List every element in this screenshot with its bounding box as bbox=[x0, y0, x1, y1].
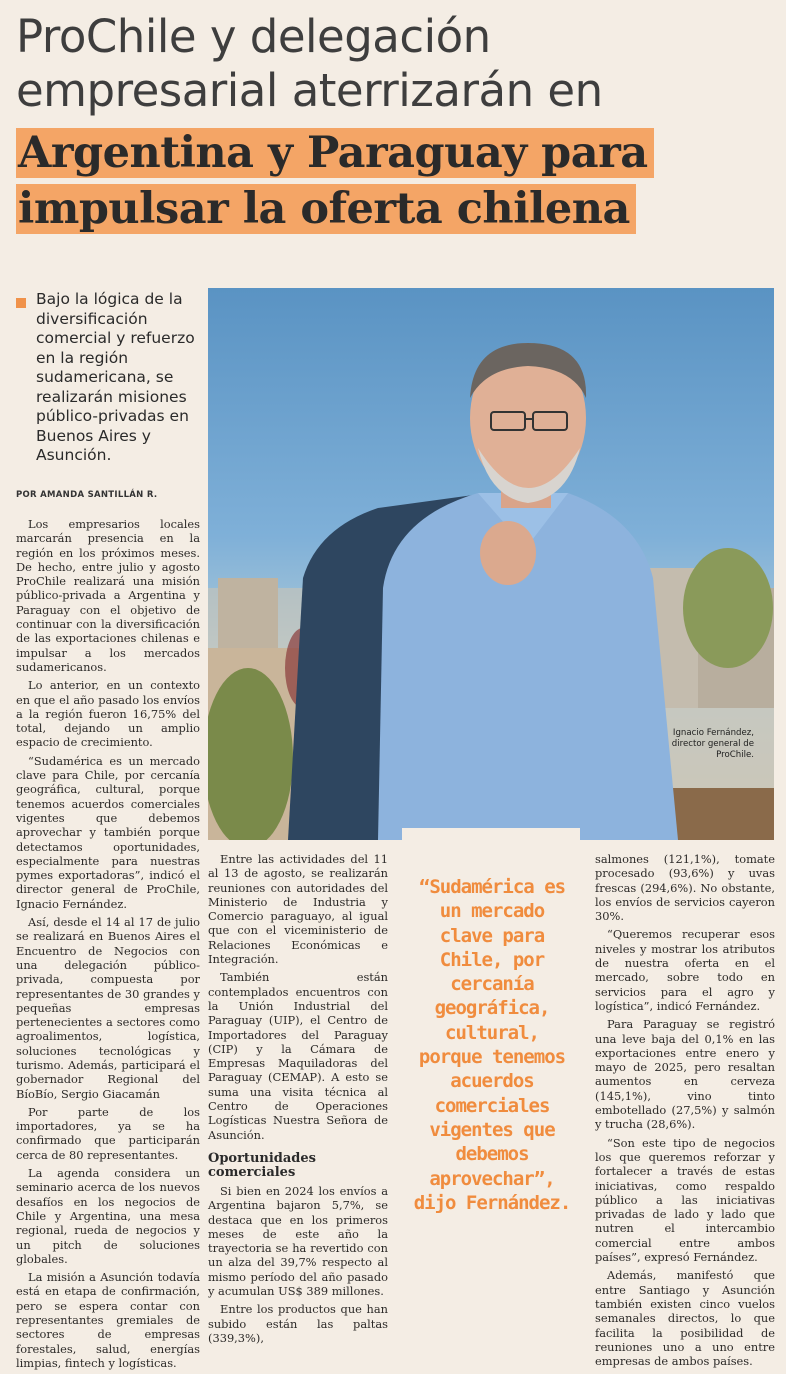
photo-caption-line: ProChile. bbox=[716, 750, 754, 760]
paragraph: Para Paraguay se registró una leve baja del 0,1% en las exportaciones entre enero y mayo de 2025, pero resaltan aumentos en cerveza (145,1%), vino tinto embotellado (27,5%) y salmón y trucha (28,6%). bbox=[595, 1017, 775, 1132]
paragraph: La misión a Asunción todavía está en etapa de confirmación, pero se espera contar con representantes gremiales de sectores de empresas forestales, salud, energías limpias, fintech y logísticas. bbox=[16, 1270, 200, 1370]
article-column-1 bbox=[16, 517, 200, 1374]
article-column-3 bbox=[595, 852, 775, 1372]
paragraph: salmones (121,1%), tomate procesado (93,6%) y uvas frescas (294,6%). No obstante, los envíos de servicios cayeron 30%. bbox=[595, 852, 775, 924]
paragraph: Entre las actividades del 11 al 13 de agosto, se realizarán reuniones con autoridades del Ministerio de Industria y Comercio paraguayo, al igual que con el viceministerio de Relaciones Económicas e Integración. bbox=[208, 852, 388, 967]
paragraph: Lo anterior, en un contexto en que el año pasado los envíos a la región fueron 16,75% del total, dejando un amplio espacio de crecimiento. bbox=[16, 678, 200, 750]
paragraph: Entre los productos que han subido están las paltas (339,3%), bbox=[208, 1302, 388, 1345]
section-subhead: Oportunidades comerciales bbox=[208, 1150, 316, 1180]
headline-kicker bbox=[16, 10, 776, 118]
byline: POR AMANDA SANTILLÁN R. bbox=[16, 490, 158, 500]
headline-main bbox=[16, 126, 776, 238]
paragraph: Si bien en 2024 los envíos a Argentina bajaron 5,7%, se destaca que en los primeros meses de este año la trayectoria se ha revertido con un alza del 39,7% respecto al mismo período del año pasado y acumulan US$ 389 millones. bbox=[208, 1183, 388, 1299]
headline-main-line: Argentina y Paraguay para bbox=[16, 128, 654, 178]
paragraph: Además, manifestó que entre Santiago y Asunción también existen cinco vuelos semanales directos, lo que facilita la posibilidad de reuniones uno a uno entre empresas de ambos países. bbox=[595, 1268, 775, 1369]
portrait-photo bbox=[208, 288, 774, 840]
paragraph: También están contemplados encuentros con la Unión Industrial del Paraguay (UIP), el Centro de Importadores del Paraguay (CIP) y la Cámara de Empresas Maquiladoras del Paraguay (CEMAP). A esto se suma una visita técnica al Centro de Operaciones Logísticas Nuestra Señora de Asunción. bbox=[208, 970, 388, 1142]
photo-caption-line: director general de bbox=[671, 739, 754, 749]
summary-bullet-icon bbox=[16, 298, 26, 308]
paragraph: Así, desde el 14 al 17 de julio se realizará en Buenos Aires el Encuentro de Negocios con una delegación público-privada, compuesta por representantes de 30 grandes y pequeñas empresas pertenecientes a sectores como agroalimentos, logística, soluciones tecnológicas y turismo. Además, participará el gobernador Regional del BíoBío, Sergio Giacamán bbox=[16, 915, 200, 1101]
article-column-2 bbox=[208, 852, 388, 1349]
headline-kicker-line: ProChile y delegación bbox=[16, 10, 491, 63]
paragraph: Los empresarios locales marcarán presencia en la región en los próximos meses. De hecho, entre julio y agosto ProChile realizará una misión público-privada a Argentina y Paraguay con el objetivo de continuar con la diversificación de las exportaciones chilenas e impulsar a los mercados sudamericanos. bbox=[16, 517, 200, 674]
paragraph: “Son este tipo de negocios los que queremos reforzar y fortalecer a través de estas iniciativas, como respaldo público a las iniciativas privadas de lado y lado que nutren el intercambio comercial entre ambos países”, expresó Fernández. bbox=[595, 1135, 775, 1265]
pull-quote: “Sudamérica es un mercado clave para Chile, por cercanía geográfica, cultural, porque tenemos acuerdos comerciales vigentes que debemos aprovechar”, dijo Fernández. bbox=[413, 876, 571, 1214]
summary-lead: Bajo la lógica de la diversificación comercial y refuerzo en la región sudamericana, se realizarán misiones público-privadas en Buenos Aires y Asunción. bbox=[36, 290, 195, 464]
paragraph: “Sudamérica es un mercado clave para Chile, por cercanía geográfica, cultural, porque tenemos acuerdos comerciales vigentes que debemos aprovechar y también porque detectamos oportunidades, especialmente para nuestras pymes exportadoras”, indicó el director general de ProChile, Ignacio Fernández. bbox=[16, 753, 200, 911]
paragraph: La agenda considera un seminario acerca de los nuevos desafíos en los negocios de Chile y Argentina, una mesa regional, rueda de negocios y un pitch de soluciones globales. bbox=[16, 1166, 200, 1266]
photo-caption bbox=[624, 728, 754, 761]
headline-kicker-line: empresarial aterrizarán en bbox=[16, 64, 603, 117]
photo-caption-line: Ignacio Fernández, bbox=[672, 728, 754, 738]
headline-main-line: impulsar la oferta chilena bbox=[16, 184, 636, 234]
paragraph: Por parte de los importadores, ya se ha confirmado que participarán cerca de 80 representantes. bbox=[16, 1104, 200, 1162]
paragraph: “Queremos recuperar esos niveles y mostrar los atributos de nuestra oferta en el mercado, sobre todo en servicios para el agro y logística”, indicó Fernández. bbox=[595, 927, 775, 1013]
